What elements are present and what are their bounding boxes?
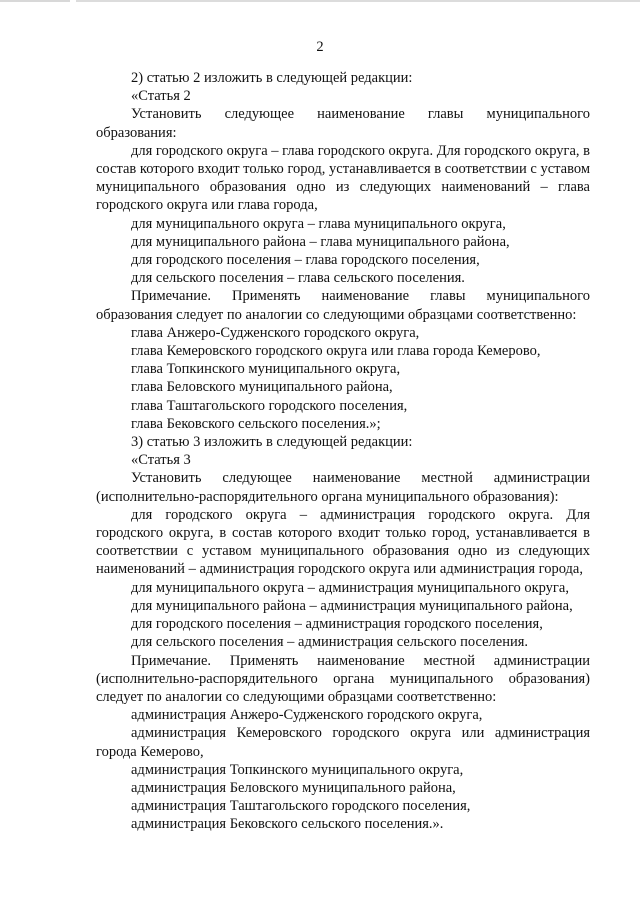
paragraph-item-3-intro: 3) статью 3 изложить в следующей редакции: [131,434,413,451]
article-2-heading: «Статья 2 [131,88,191,105]
article-3-example: администрация Беловского муниципального района, [131,779,456,796]
article-2-example: глава Кемеровского городского округа или глава города Кемерово, [131,343,541,360]
article-2-note: Примечание. Применять наименование главы муниципального образования следует по аналогии со следующими образцами соответственно: [96,288,590,323]
article-2-example: глава Таштагольского городского поселения, [131,397,408,414]
article-2-paragraph: Установить следующее наименование главы муниципального образования: [96,106,590,141]
article-3-list-item: для городского поселения – администрация городского поселения, [131,616,543,633]
article-3-example: администрация Анжеро-Судженского городского округа, [131,707,483,724]
article-2-list-item: для сельского поселения – глава сельского поселения. [131,270,465,287]
article-2-example: глава Топкинского муниципального округа, [131,361,401,378]
article-2-list-item: для муниципального района – глава муниципального района, [131,233,510,250]
article-3-note: Примечание. Применять наименование местной администрации (исполнительно-распорядительного органа муниципального образования) следует по аналогии со следующими образцами соответственно: [96,652,590,705]
article-3-example: администрация Кемеровского городского округа или администрация города Кемерово, [96,725,590,760]
article-3-paragraph: для городского округа – администрация городского округа. Для городского округа, в состав которого входит только город, устанавливается в соответствии с уставом муниципального образования одно из следующих наименований – администрация городского округа или администрация города, [96,506,590,578]
article-3-example: администрация Топкинского муниципального округа, [131,761,464,778]
article-3-paragraph: Установить следующее наименование местной администрации (исполнительно-распорядительного органа муниципального образования): [96,470,590,505]
article-2-example: глава Анжеро-Судженского городского округа, [131,324,420,341]
article-3-example: администрация Бековского сельского поселения.». [131,816,444,833]
article-3-heading: «Статья 3 [131,452,191,469]
page-number: 2 [316,39,324,55]
top-edge-rule [0,0,640,2]
document-body [96,69,590,834]
paragraph-item-2-intro: 2) статью 2 изложить в следующей редакции: [131,70,413,86]
article-2-list-item: для муниципального округа – глава муниципального округа, [131,215,506,232]
article-3-list-item: для сельского поселения – администрация сельского поселения. [131,634,529,651]
article-3-list-item: для муниципального района – администрация муниципального района, [131,597,573,614]
article-3-list-item: для муниципального округа – администрация муниципального округа, [131,579,569,596]
article-2-list-item: для городского поселения – глава городского поселения, [131,252,480,269]
article-2-example: глава Бековского сельского поселения.»; [131,415,381,432]
article-3-example: администрация Таштагольского городского поселения, [131,798,471,815]
article-2-example: глава Беловского муниципального района, [131,379,393,396]
article-2-paragraph: для городского округа – глава городского округа. Для городского округа, в состав которого входит только город, устанавливается в соответствии с уставом муниципального образования одно из следующих наименований – глава городского округа или глава города, [96,142,590,214]
